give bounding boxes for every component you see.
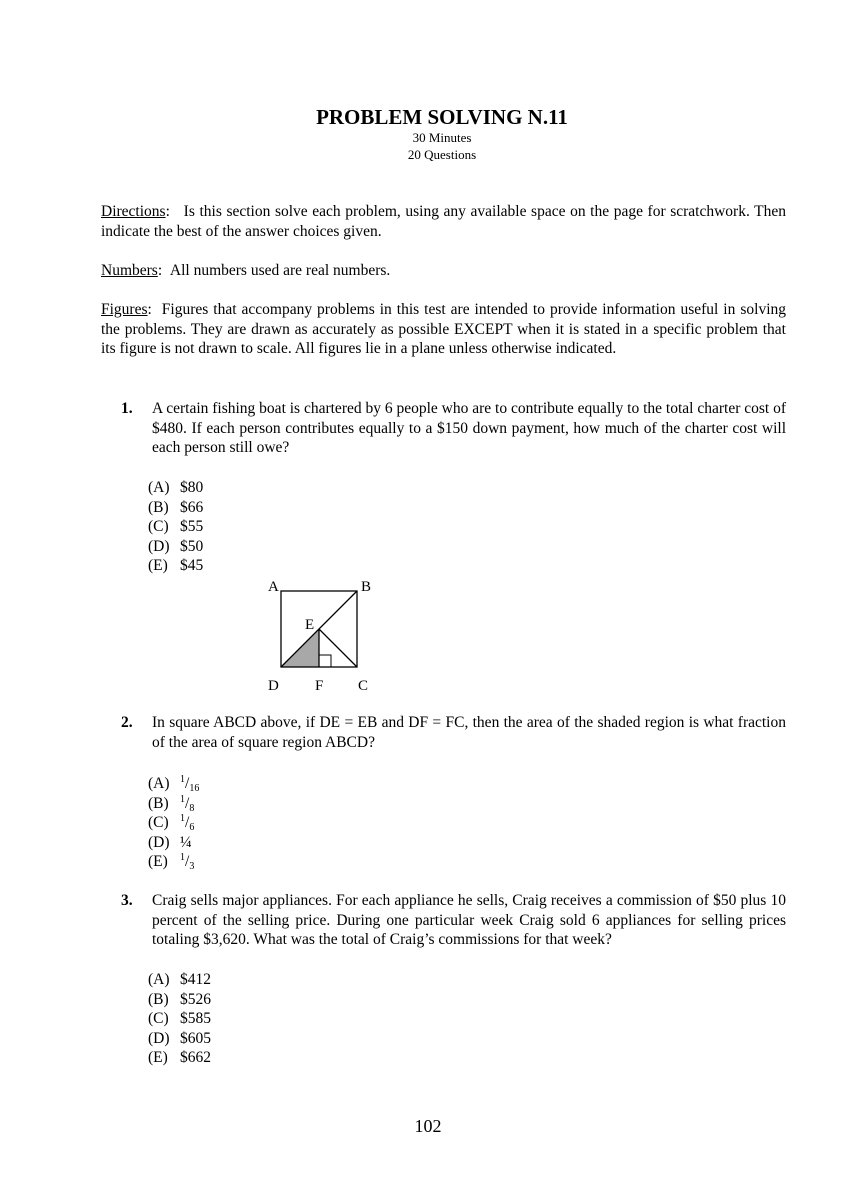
numbers-label: Numbers bbox=[101, 262, 158, 279]
time-limit: 30 Minutes bbox=[412, 130, 472, 145]
figures-label: Figures bbox=[101, 301, 148, 318]
answer-choice[interactable]: (C) $^1/_6$ bbox=[148, 813, 195, 834]
question-3-choices bbox=[148, 970, 211, 1068]
label-f: F bbox=[315, 678, 324, 694]
fraction-numerator: 1 bbox=[180, 774, 185, 785]
choice-value: $526 bbox=[180, 990, 211, 1008]
label-e: E bbox=[305, 617, 315, 633]
choice-letter: (D) bbox=[148, 537, 170, 555]
question-3-text: Craig sells major appliances. For each appliance he sells, Craig receives a commission of $50 plus 10 percent of the selling price. During one particular week Craig sold 6 appliances for selling prices totaling $3,620. What was the total of Craig’s commissions for that week? bbox=[152, 892, 786, 948]
fraction-numerator: 1 bbox=[180, 793, 185, 805]
answer-choice[interactable] bbox=[148, 833, 199, 853]
label-a: A bbox=[268, 579, 279, 595]
fraction-denominator: 3 bbox=[189, 861, 195, 873]
answer-choice[interactable] bbox=[148, 1009, 211, 1029]
answer-choice[interactable]: (E) $^1/_3$ bbox=[148, 852, 195, 873]
question-2-number: 2. bbox=[121, 714, 133, 731]
choice-value: $662 bbox=[180, 1049, 211, 1067]
right-angle-marker bbox=[319, 655, 331, 667]
page-title: PROBLEM SOLVING N.11 bbox=[316, 105, 568, 129]
question-2-choices bbox=[148, 774, 199, 872]
choice-letter: (A) bbox=[148, 971, 170, 988]
choice-value: $412 bbox=[180, 971, 211, 988]
choice-value: $55 bbox=[180, 518, 204, 536]
choice-letter: (D) bbox=[148, 1029, 170, 1047]
figures-paragraph: Figures: Figures that accompany problems in this test are intended to provide information useful in solving the problems. They are drawn as accurately as possible EXCEPT when it is stated in a specific problem that its figure is not drawn to scale. All figures lie in a plane unless otherwise indicated. bbox=[101, 301, 786, 357]
answer-choice[interactable] bbox=[148, 498, 203, 518]
choice-letter: (C) bbox=[148, 814, 169, 832]
numbers-paragraph: Numbers: All numbers used are real numbers. bbox=[101, 262, 391, 279]
answer-choice[interactable]: (A) $^1/_{16}$ bbox=[148, 774, 200, 794]
square-abcd-figure bbox=[262, 575, 392, 695]
choice-value: $585 bbox=[180, 1010, 211, 1028]
figures-text: Figures that accompany problems in this test are intended to provide information useful in solving the problems. They are drawn as accurately as possible EXCEPT when it is stated in a specific problem that its figure is not drawn to scale. All figures lie in a plane unless otherwise indicated. bbox=[101, 301, 786, 357]
segment-ec bbox=[319, 629, 357, 667]
choice-letter: (C) bbox=[148, 518, 169, 536]
label-c: C bbox=[358, 678, 369, 694]
question-1-choices bbox=[148, 478, 203, 576]
choice-letter: (E) bbox=[148, 853, 168, 871]
choice-value: $80 bbox=[180, 479, 204, 496]
choice-value: $45 bbox=[180, 557, 204, 575]
choice-letter: (A) bbox=[148, 479, 170, 496]
fraction-denominator: 8 bbox=[189, 802, 195, 814]
answer-choice[interactable] bbox=[148, 478, 203, 498]
label-d: D bbox=[268, 678, 279, 694]
choice-value: $605 bbox=[180, 1029, 211, 1047]
fraction-denominator: 6 bbox=[189, 822, 195, 834]
fraction-numerator: 1 bbox=[180, 852, 185, 864]
numbers-text: All numbers used are real numbers. bbox=[169, 262, 391, 279]
choice-value: $50 bbox=[180, 537, 204, 555]
choice-letter: (B) bbox=[148, 794, 169, 812]
choice-letter: (B) bbox=[148, 990, 169, 1008]
fraction-numerator: 1 bbox=[180, 813, 185, 825]
directions-text: Is this section solve each problem, using any available space on the page for scratchwork. Then indicate the best of the answer choices given. bbox=[101, 203, 786, 240]
directions-label: Directions bbox=[101, 203, 166, 220]
fraction-denominator: 16 bbox=[189, 783, 200, 794]
choice-value: ¼ bbox=[180, 833, 192, 851]
answer-choice[interactable] bbox=[148, 517, 203, 537]
answer-choice[interactable] bbox=[148, 970, 211, 990]
question-count: 20 Questions bbox=[407, 147, 477, 162]
answer-choice[interactable]: (B) $^1/_8$ bbox=[148, 793, 195, 814]
question-1-text: A certain fishing boat is chartered by 6 people who are to contribute equally to the total charter cost of $480. If each person contributes equally to a $150 down payment, how much of the charter cost will each person still owe? bbox=[152, 400, 786, 456]
choice-letter: (D) bbox=[148, 833, 170, 851]
choice-letter: (E) bbox=[148, 1049, 168, 1067]
choice-letter: (E) bbox=[148, 557, 168, 575]
question-1-number: 1. bbox=[121, 400, 133, 417]
choice-letter: (C) bbox=[148, 1010, 169, 1028]
answer-choice[interactable] bbox=[148, 990, 211, 1010]
label-b: B bbox=[361, 579, 372, 595]
choice-letter: (A) bbox=[148, 775, 170, 792]
answer-choice[interactable] bbox=[148, 537, 203, 557]
choice-letter: (B) bbox=[148, 498, 169, 516]
page-number: 102 bbox=[414, 1116, 442, 1136]
choice-value: $66 bbox=[180, 498, 204, 516]
question-3-number: 3. bbox=[121, 892, 133, 909]
answer-choice[interactable] bbox=[148, 1048, 211, 1068]
question-2-text: In square ABCD above, if DE = EB and DF = FC, then the area of the shaded region is what fraction of the area of square region ABCD? bbox=[152, 714, 786, 751]
answer-choice[interactable] bbox=[148, 556, 203, 576]
directions-paragraph: Directions: Is this section solve each problem, using any available space on the page for scratchwork. Then indicate the best of the answer choices given. bbox=[101, 203, 786, 240]
answer-choice[interactable] bbox=[148, 1029, 211, 1049]
